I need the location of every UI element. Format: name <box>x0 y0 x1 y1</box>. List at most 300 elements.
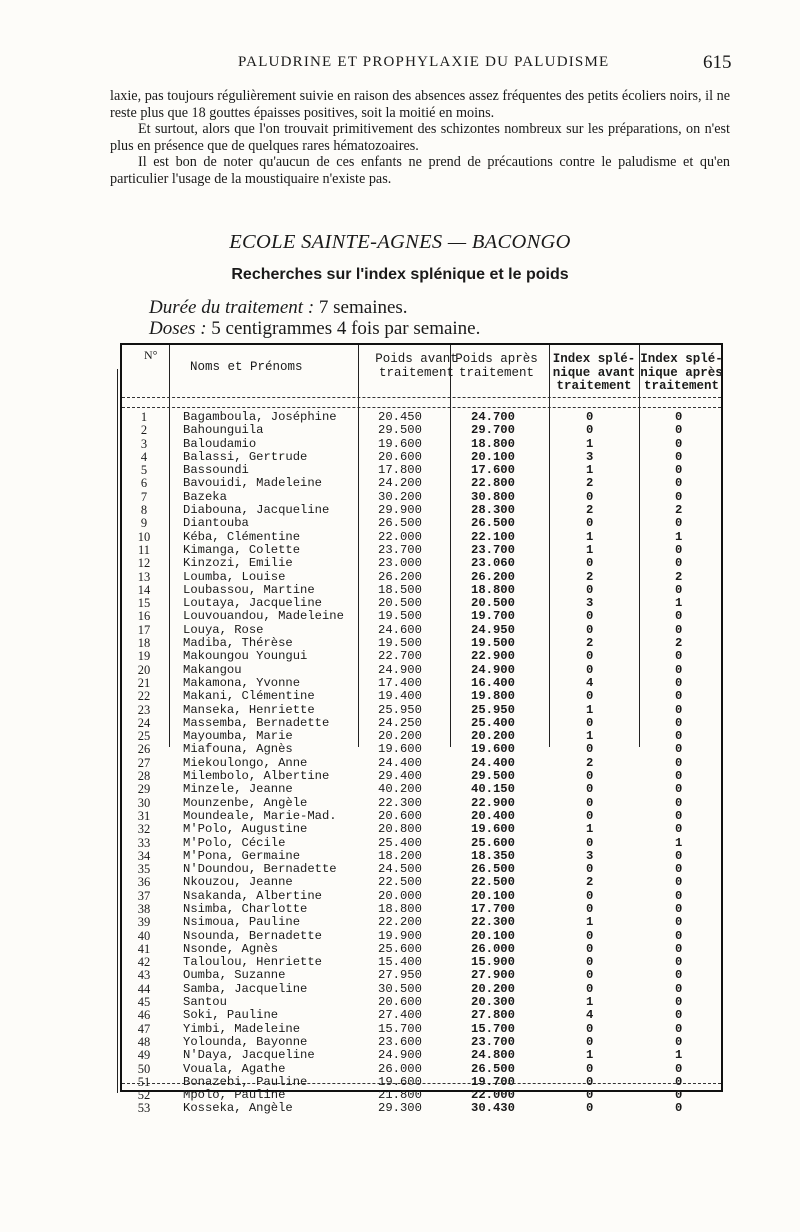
weight-before: 19.400 <box>378 689 422 704</box>
index-before: 0 <box>586 622 594 637</box>
intro-paragraph-1: laxie, pas toujours régulièrement suivie en raison des absences assez fréquentes des petits écoliers noirs, il ne reste plus que 18 gouttes épaisses positives, soit la moitié en moins. <box>110 88 730 121</box>
pupil-name: Nsimoua, Pauline <box>183 915 301 930</box>
weight-before: 22.300 <box>378 795 422 810</box>
weight-after: 30.800 <box>471 489 515 504</box>
weight-after: 22.100 <box>471 529 515 544</box>
table-row <box>132 823 732 836</box>
row-number: 39 <box>137 915 151 930</box>
weight-before: 20.600 <box>378 995 422 1010</box>
index-before: 0 <box>586 489 594 504</box>
weight-after: 18.800 <box>471 582 515 597</box>
weight-before: 20.600 <box>378 808 422 823</box>
index-after: 0 <box>675 476 683 491</box>
table-row <box>132 837 732 850</box>
row-number: 49 <box>137 1048 151 1063</box>
index-before: 0 <box>586 1074 594 1089</box>
weight-before: 40.200 <box>378 782 422 797</box>
index-before: 0 <box>586 1021 594 1036</box>
index-before: 0 <box>586 715 594 730</box>
row-number: 15 <box>137 596 151 611</box>
pupil-name: Balassi, Gertrude <box>183 449 308 464</box>
table-row <box>132 544 732 557</box>
index-after: 0 <box>675 782 683 797</box>
pupil-name: Milembolo, Albertine <box>183 769 330 784</box>
row-number: 40 <box>137 928 151 943</box>
index-before: 4 <box>586 675 594 690</box>
row-number: 51 <box>137 1074 151 1089</box>
weight-after: 27.800 <box>471 1008 515 1023</box>
table-row <box>132 477 732 490</box>
index-after: 1 <box>675 835 683 850</box>
pupil-name: Loubassou, Martine <box>183 582 315 597</box>
weight-before: 30.500 <box>378 981 422 996</box>
row-number: 2 <box>140 423 148 438</box>
index-before: 1 <box>586 915 594 930</box>
row-number: 44 <box>137 981 151 996</box>
row-number: 20 <box>137 662 151 677</box>
row-number: 48 <box>137 1034 151 1049</box>
table-row <box>132 690 732 703</box>
index-before: 0 <box>586 862 594 877</box>
row-number: 27 <box>137 755 151 770</box>
pupil-name: Kinzozi, Emilie <box>183 556 293 571</box>
pupil-name: Madiba, Thérèse <box>183 636 293 651</box>
row-number: 24 <box>137 715 151 730</box>
pupil-name: N'Daya, Jacqueline <box>183 1048 315 1063</box>
weight-after: 16.400 <box>471 675 515 690</box>
weight-before: 19.600 <box>378 1074 422 1089</box>
index-before: 0 <box>586 955 594 970</box>
index-after: 0 <box>675 822 683 837</box>
header-rule <box>122 407 721 408</box>
row-number: 14 <box>137 582 151 597</box>
table-row <box>132 943 732 956</box>
index-before: 0 <box>586 609 594 624</box>
index-before: 0 <box>586 1034 594 1049</box>
weight-after: 20.100 <box>471 888 515 903</box>
index-before: 0 <box>586 742 594 757</box>
weight-after: 40.150 <box>471 782 515 797</box>
index-before: 0 <box>586 582 594 597</box>
weight-before: 25.400 <box>378 835 422 850</box>
index-before: 4 <box>586 1008 594 1023</box>
table-row <box>132 876 732 889</box>
weight-after: 15.900 <box>471 955 515 970</box>
weight-after: 30.430 <box>471 1101 515 1116</box>
index-after: 0 <box>675 928 683 943</box>
treatment-duration <box>149 297 408 319</box>
index-after: 0 <box>675 463 683 478</box>
pupil-name: M'Pona, Germaine <box>183 848 301 863</box>
table-row <box>132 783 732 796</box>
weight-after: 20.100 <box>471 928 515 943</box>
index-before: 0 <box>586 1088 594 1103</box>
weight-before: 25.600 <box>378 941 422 956</box>
index-before: 0 <box>586 941 594 956</box>
pupil-name: Miafouna, Agnès <box>183 742 293 757</box>
weight-after: 26.000 <box>471 941 515 956</box>
weight-before: 20.000 <box>378 888 422 903</box>
header-weight-after: Poids après traitement <box>455 352 538 380</box>
index-after: 0 <box>675 649 683 664</box>
row-number: 7 <box>140 489 148 504</box>
index-before: 1 <box>586 729 594 744</box>
treatment-doses <box>149 318 480 340</box>
weight-before: 29.400 <box>378 769 422 784</box>
weight-before: 22.500 <box>378 875 422 890</box>
weight-after: 19.700 <box>471 609 515 624</box>
index-before: 2 <box>586 476 594 491</box>
weight-before: 23.600 <box>378 1034 422 1049</box>
index-after: 0 <box>675 1074 683 1089</box>
row-number: 22 <box>137 689 151 704</box>
index-after: 0 <box>675 862 683 877</box>
row-number: 42 <box>137 955 151 970</box>
row-number: 6 <box>140 476 148 491</box>
index-after: 0 <box>675 888 683 903</box>
weight-after: 29.700 <box>471 423 515 438</box>
table-row <box>132 584 732 597</box>
index-before: 0 <box>586 516 594 531</box>
weight-after: 22.900 <box>471 795 515 810</box>
table-row <box>132 650 732 663</box>
index-after: 0 <box>675 875 683 890</box>
index-after: 0 <box>675 755 683 770</box>
doses-label: Doses : <box>149 318 207 339</box>
pupil-name: Mayoumba, Marie <box>183 729 293 744</box>
weight-after: 19.600 <box>471 742 515 757</box>
intro-paragraph-2: Et surtout, alors que l'on trouvait primitivement des schizontes nombreux sur les préparations, on n'est plus en présence que de quelques rares hématozoaires. <box>110 121 730 154</box>
pupil-name: Loutaya, Jacqueline <box>183 596 322 611</box>
weight-before: 18.800 <box>378 901 422 916</box>
weight-before: 24.600 <box>378 622 422 637</box>
pupil-name: Miekoulongo, Anne <box>183 755 308 770</box>
index-after: 0 <box>675 489 683 504</box>
index-after: 0 <box>675 689 683 704</box>
pupil-name: Minzele, Jeanne <box>183 782 293 797</box>
index-after: 0 <box>675 915 683 930</box>
index-before: 0 <box>586 423 594 438</box>
pupil-name: Diantouba <box>183 516 249 531</box>
weight-after: 22.500 <box>471 875 515 890</box>
row-number: 31 <box>137 808 151 823</box>
index-before: 0 <box>586 782 594 797</box>
table-row <box>132 491 732 504</box>
weight-after: 24.700 <box>471 410 515 424</box>
index-after: 0 <box>675 1034 683 1049</box>
index-before: 0 <box>586 808 594 823</box>
table-row <box>132 850 732 863</box>
pupil-name: Bassoundi <box>183 463 249 478</box>
index-before: 0 <box>586 662 594 677</box>
index-before: 1 <box>586 702 594 717</box>
weight-before: 20.500 <box>378 596 422 611</box>
index-before: 3 <box>586 449 594 464</box>
row-number: 33 <box>137 835 151 850</box>
pupil-name: Bavouidi, Madeleine <box>183 476 322 491</box>
weight-after: 25.600 <box>471 835 515 850</box>
table-row <box>132 1076 732 1089</box>
pupil-name: Oumba, Suzanne <box>183 968 286 983</box>
weight-before: 20.600 <box>378 449 422 464</box>
pupil-name: Samba, Jacqueline <box>183 981 308 996</box>
pupil-name: Makangou <box>183 662 242 677</box>
pupil-name: Makoungou Youngui <box>183 649 308 664</box>
index-before: 1 <box>586 529 594 544</box>
table-row <box>132 890 732 903</box>
row-number: 37 <box>137 888 151 903</box>
header-rule <box>122 397 721 398</box>
weight-after: 19.600 <box>471 822 515 837</box>
table-row <box>132 1063 732 1076</box>
index-after: 0 <box>675 436 683 451</box>
weight-before: 18.500 <box>378 582 422 597</box>
table-row <box>132 517 732 530</box>
index-before: 2 <box>586 875 594 890</box>
weight-after: 24.400 <box>471 755 515 770</box>
row-number: 25 <box>137 729 151 744</box>
weight-before: 19.500 <box>378 609 422 624</box>
pupil-name: Nkouzou, Jeanne <box>183 875 293 890</box>
weight-after: 25.950 <box>471 702 515 717</box>
index-before: 0 <box>586 1101 594 1116</box>
weight-after: 20.400 <box>471 808 515 823</box>
index-before: 2 <box>586 755 594 770</box>
weight-after: 24.950 <box>471 622 515 637</box>
intro-text <box>110 88 730 188</box>
index-after: 0 <box>675 715 683 730</box>
weight-after: 15.700 <box>471 1021 515 1036</box>
weight-before: 29.300 <box>378 1101 422 1116</box>
pupil-name: Kimanga, Colette <box>183 542 301 557</box>
index-after: 0 <box>675 729 683 744</box>
index-after: 0 <box>675 901 683 916</box>
table-row <box>132 730 732 743</box>
table-row <box>132 411 732 424</box>
index-after: 0 <box>675 808 683 823</box>
pupil-name: Diabouna, Jacqueline <box>183 503 330 518</box>
index-before: 0 <box>586 981 594 996</box>
index-after: 1 <box>675 529 683 544</box>
index-before: 0 <box>586 835 594 850</box>
row-number: 53 <box>137 1101 151 1116</box>
row-number: 16 <box>137 609 151 624</box>
table-row <box>132 770 732 783</box>
page-number: 615 <box>703 52 732 73</box>
weight-before: 24.900 <box>378 1048 422 1063</box>
weight-after: 19.800 <box>471 689 515 704</box>
weight-before: 24.200 <box>378 476 422 491</box>
table-row <box>132 677 732 690</box>
index-before: 2 <box>586 503 594 518</box>
index-after: 0 <box>675 582 683 597</box>
weight-before: 15.400 <box>378 955 422 970</box>
weight-before: 27.400 <box>378 1008 422 1023</box>
index-after: 0 <box>675 662 683 677</box>
table-row <box>132 424 732 437</box>
index-before: 1 <box>586 463 594 478</box>
index-after: 0 <box>675 769 683 784</box>
table-row <box>132 557 732 570</box>
pupil-name: Mpolo, Pauline <box>183 1088 286 1103</box>
index-before: 1 <box>586 542 594 557</box>
index-after: 0 <box>675 1021 683 1036</box>
weight-after: 22.900 <box>471 649 515 664</box>
duration-label: Durée du traitement : <box>149 297 315 318</box>
weight-before: 17.800 <box>378 463 422 478</box>
row-number: 12 <box>137 556 151 571</box>
index-after: 0 <box>675 1061 683 1076</box>
table-row <box>132 531 732 544</box>
weight-before: 22.700 <box>378 649 422 664</box>
table-row <box>132 451 732 464</box>
index-after: 1 <box>675 1048 683 1063</box>
weight-after: 19.500 <box>471 636 515 651</box>
pupil-name: Soki, Pauline <box>183 1008 279 1023</box>
index-before: 2 <box>586 636 594 651</box>
index-after: 0 <box>675 955 683 970</box>
pupil-name: Makani, Clémentine <box>183 689 315 704</box>
weight-before: 19.900 <box>378 928 422 943</box>
weight-before: 23.000 <box>378 556 422 571</box>
row-number: 13 <box>137 569 151 584</box>
index-before: 0 <box>586 649 594 664</box>
table-row <box>132 916 732 929</box>
weight-before: 20.200 <box>378 729 422 744</box>
row-number: 34 <box>137 848 151 863</box>
row-number: 5 <box>140 463 148 478</box>
index-after: 1 <box>675 596 683 611</box>
row-number: 10 <box>137 529 151 544</box>
row-number: 19 <box>137 649 151 664</box>
weight-before: 15.700 <box>378 1021 422 1036</box>
weight-after: 26.500 <box>471 516 515 531</box>
weight-before: 25.950 <box>378 702 422 717</box>
weight-after: 23.700 <box>471 542 515 557</box>
pupil-name: Loumba, Louise <box>183 569 286 584</box>
table-row <box>132 704 732 717</box>
table-row <box>132 1023 732 1036</box>
pupil-name: Yimbi, Madeleine <box>183 1021 301 1036</box>
weight-before: 26.500 <box>378 516 422 531</box>
weight-after: 22.300 <box>471 915 515 930</box>
index-before: 1 <box>586 995 594 1010</box>
index-after: 0 <box>675 449 683 464</box>
row-number: 11 <box>137 542 151 557</box>
weight-before: 19.500 <box>378 636 422 651</box>
pupil-name: Mounzenbe, Angèle <box>183 795 308 810</box>
index-after: 0 <box>675 556 683 571</box>
pupil-name: Massemba, Bernadette <box>183 715 330 730</box>
weight-after: 26.500 <box>471 862 515 877</box>
index-after: 2 <box>675 503 683 518</box>
table-row <box>132 996 732 1009</box>
header-index-before: Index splé- nique avant traitement <box>552 352 636 393</box>
index-after: 2 <box>675 636 683 651</box>
table-row <box>132 717 732 730</box>
weight-before: 27.950 <box>378 968 422 983</box>
row-number: 18 <box>137 636 151 651</box>
table-row <box>132 743 732 756</box>
row-number: 3 <box>140 436 148 451</box>
table-row <box>132 610 732 623</box>
row-number: 4 <box>140 449 148 464</box>
header-index-after: Index splé- nique après traitement <box>640 352 723 393</box>
index-after: 0 <box>675 1088 683 1103</box>
weight-before: 24.250 <box>378 715 422 730</box>
table-row <box>132 903 732 916</box>
weight-after: 26.500 <box>471 1061 515 1076</box>
weight-after: 23.060 <box>471 556 515 571</box>
pupil-name: Vouala, Agathe <box>183 1061 286 1076</box>
page-header <box>0 52 800 76</box>
index-before: 0 <box>586 968 594 983</box>
index-before: 0 <box>586 556 594 571</box>
index-before: 1 <box>586 1048 594 1063</box>
index-after: 0 <box>675 410 683 424</box>
intro-paragraph-3: Il est bon de noter qu'aucun de ces enfants ne prend de précautions contre le paludisme et qu'en particulier l'usage de la moustiquaire n'existe pas. <box>110 154 730 187</box>
weight-before: 26.000 <box>378 1061 422 1076</box>
table-row <box>132 969 732 982</box>
row-number: 1 <box>140 410 148 424</box>
weight-after: 27.900 <box>471 968 515 983</box>
row-number: 21 <box>137 675 151 690</box>
index-before: 0 <box>586 795 594 810</box>
pupil-name: Manseka, Henriette <box>183 702 315 717</box>
table-row <box>132 504 732 517</box>
pupil-name: Bonazebi, Pauline <box>183 1074 308 1089</box>
header-number: N° <box>144 348 158 362</box>
table-row <box>132 637 732 650</box>
index-after: 0 <box>675 941 683 956</box>
weight-before: 19.600 <box>378 436 422 451</box>
row-number: 29 <box>137 782 151 797</box>
index-after: 0 <box>675 609 683 624</box>
index-after: 0 <box>675 848 683 863</box>
index-before: 0 <box>586 689 594 704</box>
header-name: Noms et Prénoms <box>190 360 303 374</box>
weight-before: 24.400 <box>378 755 422 770</box>
weight-before: 29.900 <box>378 503 422 518</box>
weight-before: 20.800 <box>378 822 422 837</box>
table-row <box>132 1089 732 1102</box>
table-row <box>132 863 732 876</box>
weight-after: 20.500 <box>471 596 515 611</box>
row-number: 23 <box>137 702 151 717</box>
weight-before: 24.900 <box>378 662 422 677</box>
pupil-name: N'Doundou, Bernadette <box>183 862 337 877</box>
pupil-name: Taloulou, Henriette <box>183 955 322 970</box>
table-row <box>132 464 732 477</box>
row-number: 9 <box>140 516 148 531</box>
index-before: 3 <box>586 848 594 863</box>
weight-after: 22.800 <box>471 476 515 491</box>
table-left-rule <box>117 369 118 1093</box>
table-row <box>132 956 732 969</box>
pupil-name: Yolounda, Bayonne <box>183 1034 308 1049</box>
row-number: 36 <box>137 875 151 890</box>
pupil-name: M'Polo, Cécile <box>183 835 286 850</box>
pupil-name: Nsimba, Charlotte <box>183 901 308 916</box>
weight-before: 19.600 <box>378 742 422 757</box>
index-before: 0 <box>586 928 594 943</box>
pupil-name: Makamona, Yvonne <box>183 675 301 690</box>
table-row <box>132 624 732 637</box>
pupil-name: Bahounguila <box>183 423 264 438</box>
index-after: 0 <box>675 702 683 717</box>
row-number: 52 <box>137 1088 151 1103</box>
weight-after: 18.350 <box>471 848 515 863</box>
